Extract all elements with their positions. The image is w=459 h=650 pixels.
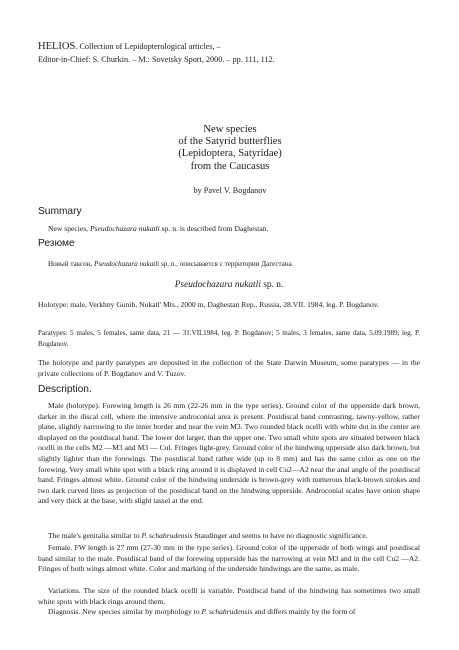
article-title <box>130 124 330 173</box>
rezume-text-post: sp. n., описывается с территории Дагестана. <box>159 260 294 268</box>
p2-text-post: Staudinger and seems to have no diagnostic significance. <box>192 531 368 540</box>
p5-species: P. schahrudensis <box>201 607 253 616</box>
summary-heading: Summary <box>38 206 82 217</box>
description-paragraph-3: Female. FW length is 27 mm (27-30 mm in the type series). Ground color of the upperside of both wings and postdiscal band similar to the male. Postdiscal band of the forewing upperside has the narrowing at vein M3 and in the cell Cu2 —A2. Fringes of both wings almost white. Color and marking of the underside hindwings are the same, as male. <box>38 543 420 574</box>
author-byline: by Pavel V. Bogdanov <box>193 186 267 195</box>
species-heading <box>38 279 420 291</box>
summary-text <box>48 224 428 235</box>
journal-header-line1 <box>38 41 438 52</box>
journal-name: HELIOS <box>38 41 76 52</box>
rezume-text-pre: Новый таксон, <box>48 260 94 268</box>
species-heading-suffix: sp. n. <box>260 280 284 290</box>
paratypes-paragraph: Paratypes: 5 males, 5 females, same data, 21 — 31.VII.1984, leg. P. Bogdanov; 5 males, 3 females, same data, 5.09.1989, leg. P. Bogdanov. <box>38 329 420 348</box>
title-line-1: New species <box>203 124 257 135</box>
journal-header-line2: Editor-in-Chief: S. Churkin. – M.: Sovetsky Sport, 2000. – pp. 111, 112. <box>38 55 275 64</box>
holotype-paragraph: Holotype: male, Verkhny Gunib, Nukatl' Mts., 2000 m, Daghestan Rep., Russia, 28.VII. 1984, leg. P. Bogdanov. <box>38 300 379 309</box>
p5-text-post: and differs mainly by the form of <box>252 607 356 616</box>
summary-text-post: sp. n. is described from Daghestan. <box>159 224 269 233</box>
description-paragraph-4: Variations. The size of the rounded black ocelli is variable. Postdiscal band of the hindwing has sometimes two small white spots with black rings around them. <box>38 586 420 606</box>
title-line-4: from the Caucasus <box>190 160 270 172</box>
description-paragraph-2 <box>38 531 420 542</box>
p2-text-pre: The male's genitalia similar to <box>48 531 142 540</box>
species-heading-name: Pseudochazara nukatli <box>174 280 261 290</box>
description-heading: Description. <box>38 384 92 395</box>
rezume-heading: Резюме <box>38 238 75 249</box>
title-line-3: (Lepidoptera, Satyridae) <box>178 148 282 160</box>
p2-species: P. schahrudensis <box>141 531 193 540</box>
description-paragraph-5 <box>38 607 420 618</box>
journal-header-rest: . Collection of Lepidopterological articles, – <box>75 42 221 51</box>
deposit-paragraph: The holotype and partly paratypes are deposited in the collection of the State Darwin Museum, some paratypes — in the private collections of P. Bogdanov and V. Tuzov. <box>38 358 420 378</box>
description-paragraph-1: Male (holotype). Forewing length is 26 mm (22-26 mm in the type series). Ground color of the upperside dark brown, darker in the discal cell, where the intensive androconial area is present. Postdiscal band contrasting, tawny-yellow, rather plane, slightly narrowing to the inner border and near the vein M3. Two rounded black ocelli with white dot in the center are displayed on the postdiscal band. The lower dot larger, than the upper one. Two small white spots are situated between black ocelli in the cells M2 —M3 and M3 — Cul. Fringes light-grey. Ground color of the hindwing upperside also dark brown, but slightly lighter than the forewings. The postdiscal band rather wide (up to 8 mm) and has the same color as one on the forewing. Very small white spot with a black ring around it is displayed in cell Cu2—A2 near the anal angle of the postdiscal band. Fringes almost white. Ground color of the hindwing underside is brown-grey with numerous black-brown strokes and two dark curved lines as projection of the postdiscal band on the hindwing upperside. Androconial scales have onion shape and very thick at the base, with slight tassel at the end. <box>38 401 420 506</box>
title-line-2: of the Satyrid butterflies <box>178 136 282 148</box>
summary-species: Pseudochazara nukatli <box>89 224 160 233</box>
rezume-text <box>48 259 428 270</box>
p5-text-pre: Diagnosis. New species similar by morphology to <box>48 607 202 616</box>
rezume-species: Pseudochazara nukatli <box>94 260 160 268</box>
summary-text-pre: New species, <box>48 224 90 233</box>
